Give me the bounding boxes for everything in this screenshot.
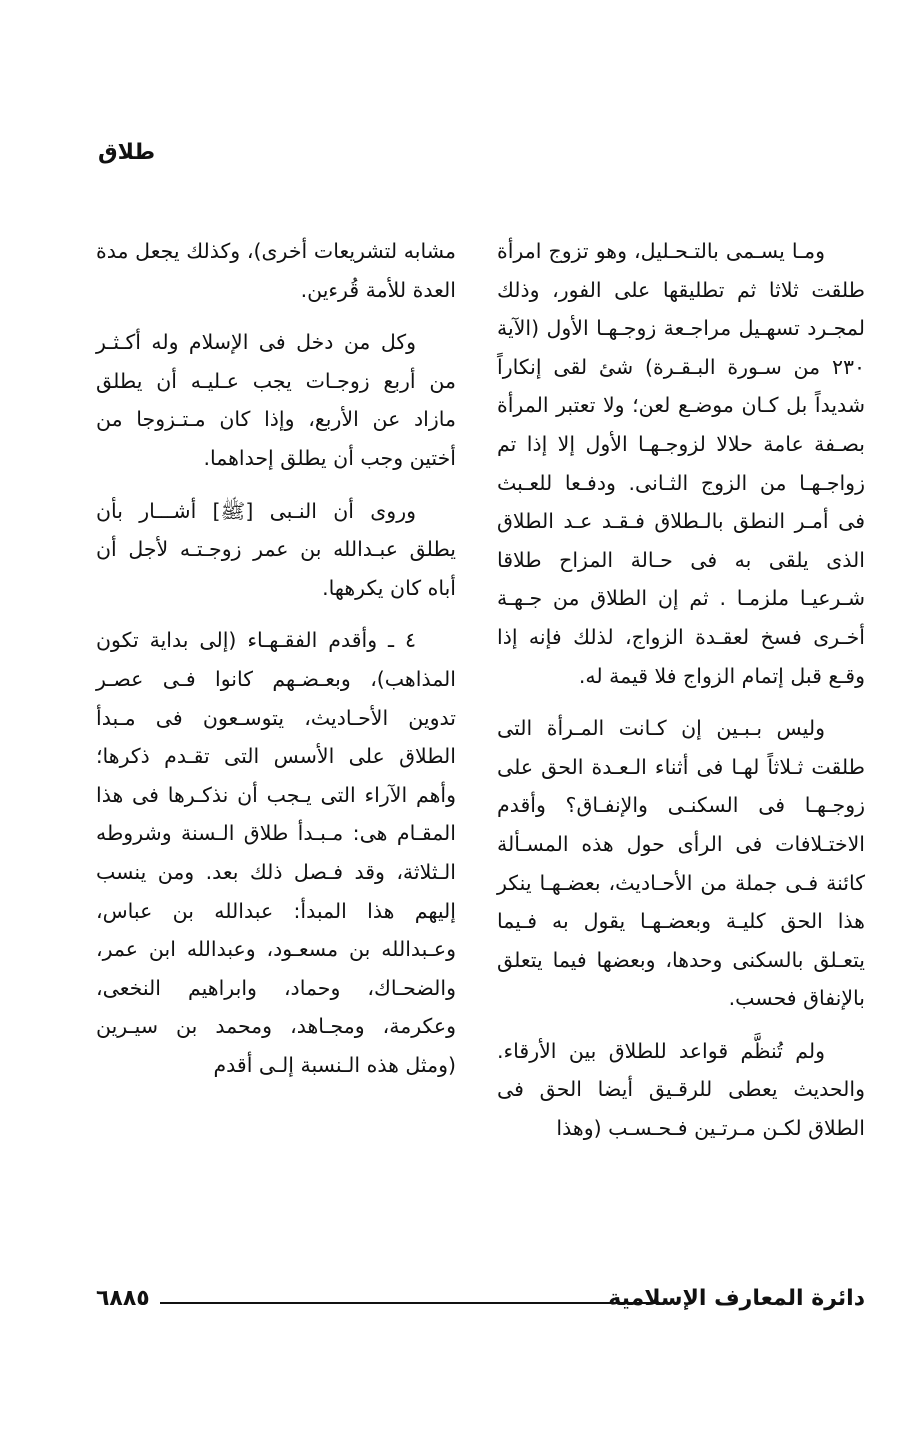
paragraph: وكل من دخل فى الإسلام وله أكـثـر من أربع زوجـات يجب عـليـه أن يطلق مازاد عن الأربع، وإذا كان مـتـزوجا من أختين وجب أن يطلق إحداهما. [96,330,456,470]
footer-journal-title: دائرة المعارف الإسلامية [608,1286,865,1311]
paragraph: وليس بـبـين إن كـانت المـرأة التى طلقت ثـلاثاً لهـا فى أثناء الـعـدة الحق على زوجـهـا فى السكنـى والإنفـاق؟ وأقدم الاختـلافات فى الرأى حول هذه المسـألة كائنة فـى جملة من الأحـاديث، بعضـهـا ينكر هذا الحق كليـة وبعضـهـا يقول به فـيما يتعـلق بالسكنى وحدها، وبعضها فيما يتعلق بالإنفاق فحسب. [497,716,865,1011]
paragraph: ولم تُنظَّم قواعد للطلاق بين الأرقاء. والحديث يعطى للرقـيق أيضا الحق فى الطلاق لكـن مـرتـين فـحـسـب (وهذا [497,1038,865,1141]
footer-rule [160,1302,660,1304]
paragraph: ٤ ـ وأقدم الفقـهـاء (إلى بداية تكون المذاهب)، وبعـضـهم كانوا فـى عصـر تدوين الأحـاديث، يتوسـعون فى مـبدأ الطلاق على الأسس التى تقـدم ذكرها؛ وأهم الآراء التى يـجب أن نذكـرها فى هذا المقـام هى: مـبـدأ طلاق الـسنة وشروطه الـثلاثة، وقد فـصل ذلك بعد. ومن ينسب إليهم هذا المبدأ: عبدالله بن عباس، وعـبدالله بن مسعـود، وعبدالله ابن عمر، والضحـاك، وحماد، وابراهيم النخعى، وعكرمة، ومجـاهد، ومحمد بن سيـرين (ومثل هذه الـنسبة إلـى أقدم [96,628,456,1077]
left-column [96,232,456,1098]
paragraph: مشابه لتشريعات أخرى)، وكذلك يجعل مدة العدة للأمة قُرءين. [96,239,456,302]
paragraph: ومـا يسـمى بالتـحـليل، وهو تزوج امرأة طلقت ثلاثا ثم تطليقها على الفور، وذلك لمجـرد تسهـيل مراجـعة زوجـهـا الأول (الآية ٢٣٠ من سـورة البـقـرة) شئ لقى إنكاراً شديداً بل كـان موضـع لعن؛ ولا تعتبر المرأة بصـفة عامة حلالا لزوجـهـا الأول إلا إذا تم زواجـهـا من الزوج الثـانى. ودفـعا للعـبث فى أمـر النطق بالـطلاق فـقـد عـد الطلاق الذى يلقى به فى حـالة المزاح طلاقا شـرعيـا ملزمـا . ثم إن الطلاق من جـهـة أخـرى فسخ لعقـدة الزواج، لذلك فإنه إذا وقـع قبل إتمام الزواج فلا قيمة له. [497,239,865,688]
right-column [497,232,865,1162]
page-number: ٦٨٨٥ [96,1286,150,1311]
running-title: طلاق [98,140,156,165]
page-footer [96,1286,865,1318]
paragraph: وروى أن النـبى [ﷺ] أشـــار بأن يطلق عبـدالله بن عمر زوجـتـه لأجل أن أباه كان يكرهها. [96,498,456,600]
